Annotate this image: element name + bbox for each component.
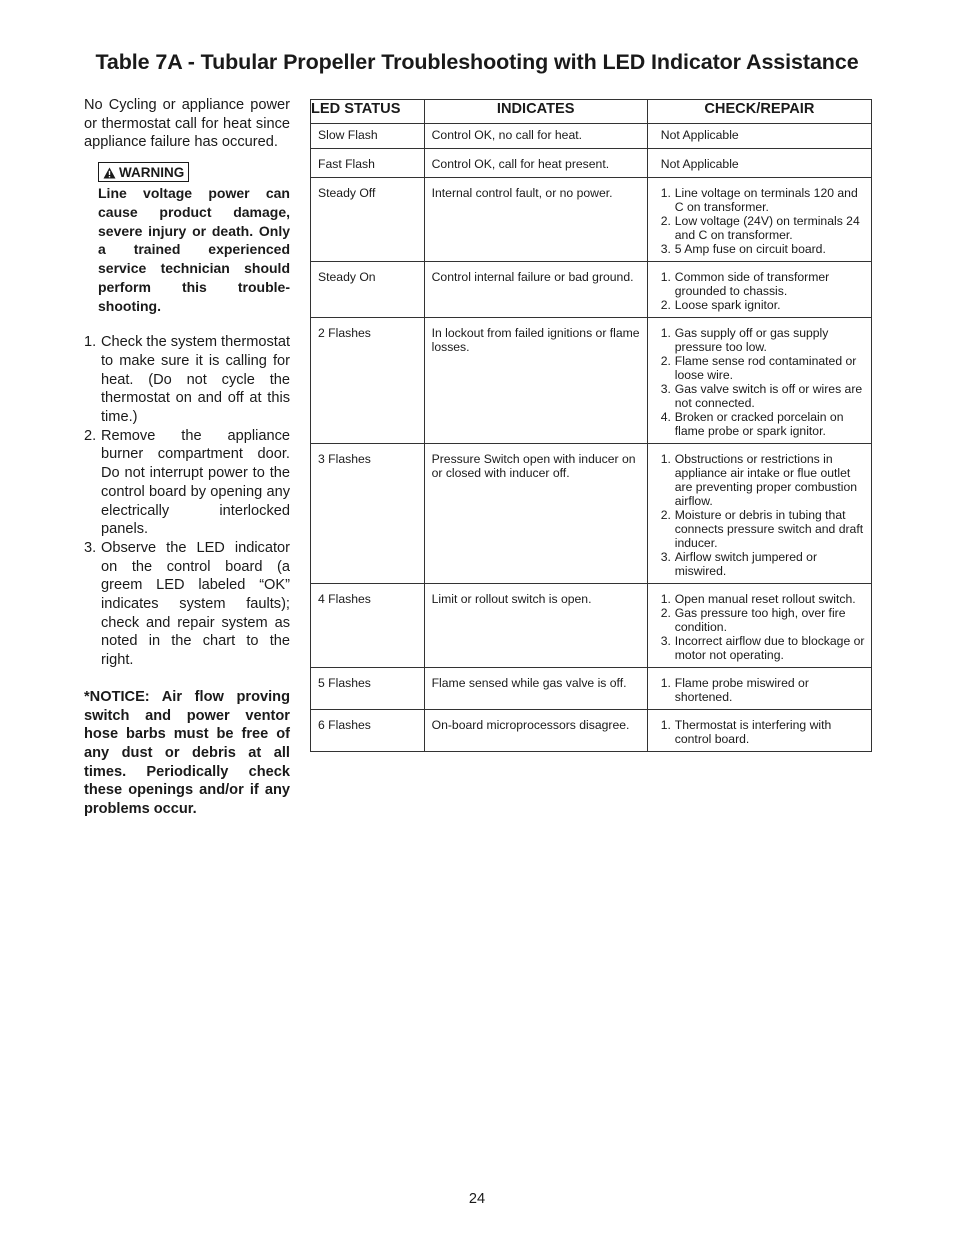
table-row: [311, 710, 872, 752]
page-number: 24: [468, 1191, 486, 1207]
repair-list: [661, 592, 865, 662]
repair-list: [661, 270, 865, 312]
column-header-indicates: INDICATES: [424, 100, 647, 124]
step-number: 1.: [84, 334, 97, 351]
instructions-column: [84, 96, 290, 819]
column-header-led-status: LED STATUS: [311, 100, 425, 124]
warning-box: [98, 162, 290, 315]
warning-text: Line voltage power can cause product damage, severe injury or death. Only a trained experienced service technician should perform this trouble-shooting.: [98, 185, 290, 314]
step-number: 3.: [84, 539, 97, 556]
led-status-cell: 3 Flashes: [318, 452, 371, 466]
list-item: 2. Moisture or debris in tubing that connects pressure switch and draft inducer.: [660, 508, 864, 550]
list-item: [84, 539, 290, 670]
table-row: [311, 668, 872, 710]
list-item: 2. Gas pressure too high, over fire condition.: [660, 606, 846, 634]
led-status-cell: Fast Flash: [318, 157, 375, 171]
table-row: [311, 318, 872, 444]
indicates-cell: Pressure Switch open with inducer on or closed with inducer off.: [431, 452, 636, 480]
table-header-row: [311, 100, 872, 124]
indicates-cell: Flame sensed while gas valve is off.: [431, 676, 627, 690]
table-row: [311, 178, 872, 262]
led-status-cell: 6 Flashes: [318, 718, 371, 732]
step-text: Check the system thermostat to make sure it is calling for heat. (Do not cycle the thermostat on and off at this time.): [101, 334, 290, 426]
repair-cell: [648, 444, 871, 583]
page-title: Table 7A - Tubular Propeller Troubleshooting with LED Indicator Assistance: [95, 50, 859, 74]
repair-cell: [648, 668, 871, 709]
list-item: 1. Line voltage on terminals 120 and C on transformer.: [660, 186, 858, 214]
column-header-check-repair: CHECK/REPAIR: [647, 100, 871, 124]
list-item: 3. Gas valve switch is off or wires are not connected.: [660, 382, 863, 410]
table-row: [311, 584, 872, 668]
repair-list: [661, 326, 865, 438]
repair-cell: [648, 584, 871, 667]
led-status-cell: Slow Flash: [318, 128, 378, 142]
indicates-cell: Control OK, call for heat present.: [431, 157, 610, 171]
list-item: 3. Incorrect airflow due to blockage or motor not operating.: [660, 634, 865, 662]
indicates-cell: On-board microprocessors disagree.: [431, 718, 630, 732]
notice-text: *NOTICE: Air flow proving switch and power ventor hose barbs must be free of any dust or debris at all times. Periodically check these openings and/or if any problems occur.: [84, 688, 290, 818]
repair-list: [661, 676, 865, 704]
list-item: 4. Broken or cracked porcelain on flame probe or spark ignitor.: [660, 410, 844, 438]
repair-cell: [648, 262, 871, 317]
indicates-cell: Control internal failure or bad ground.: [431, 270, 634, 284]
repair-list: [661, 452, 865, 578]
indicates-cell: In lockout from failed ignitions or flame losses.: [431, 326, 640, 354]
indicates-cell: Control OK, no call for heat.: [431, 128, 582, 142]
list-item: 1. Thermostat is interfering with control board.: [660, 718, 832, 746]
indicates-cell: Limit or rollout switch is open.: [431, 592, 592, 606]
led-status-cell: Steady On: [318, 270, 376, 284]
list-item: 1. Flame probe miswired or shortened.: [660, 676, 809, 704]
table-row: [311, 262, 872, 318]
repair-cell: [648, 710, 871, 751]
list-item: 3. Airflow switch jumpered or miswired.: [660, 550, 818, 578]
list-item: 1. Common side of transformer grounded to chassis.: [660, 270, 830, 298]
warning-triangle-icon: [103, 167, 116, 179]
led-status-cell: Steady Off: [318, 186, 376, 200]
repair-cell: [648, 318, 871, 443]
list-item: [84, 427, 290, 539]
step-text: Remove the appliance burner compartment door. Do not interrupt power to the control board by opening any electrically interlocked panels.: [101, 427, 290, 538]
repair-list: [661, 186, 865, 256]
warning-label-text: WARNING: [119, 165, 185, 181]
steps-list: [84, 333, 290, 670]
table-row: [311, 149, 872, 178]
led-status-cell: 2 Flashes: [318, 326, 371, 340]
led-status-cell: 4 Flashes: [318, 592, 371, 606]
repair-cell: Not Applicable: [660, 157, 739, 171]
step-text: Observe the LED indicator on the control board (a greem LED labeled “OK” indicates system faults); check and repair system as noted in the chart to the right.: [101, 539, 290, 669]
list-item: 1. Gas supply off or gas supply pressure too low.: [660, 326, 829, 354]
step-number: 2.: [84, 427, 97, 444]
led-troubleshooting-table: [310, 99, 872, 752]
intro-text: No Cycling or appliance power or thermostat call for heat since appliance failure has occured.: [84, 97, 290, 151]
warning-label: [98, 162, 189, 182]
repair-list: [661, 718, 865, 746]
list-item: 2. Loose spark ignitor.: [660, 298, 781, 312]
list-item: 2. Flame sense rod contaminated or loose wire.: [660, 354, 857, 382]
repair-cell: Not Applicable: [660, 128, 739, 142]
repair-cell: [648, 178, 871, 261]
table-row: [311, 124, 872, 149]
list-item: 3. 5 Amp fuse on circuit board.: [660, 242, 826, 256]
list-item: 1. Open manual reset rollout switch.: [660, 592, 856, 606]
list-item: 2. Low voltage (24V) on terminals 24 and C on transformer.: [660, 214, 860, 242]
indicates-cell: Internal control fault, or no power.: [431, 186, 613, 200]
list-item: 1. Obstructions or restrictions in appliance air intake or flue outlet are preventing proper combustion airflow.: [660, 452, 858, 508]
table-row: [311, 444, 872, 584]
led-status-cell: 5 Flashes: [318, 676, 371, 690]
list-item: [84, 333, 290, 427]
